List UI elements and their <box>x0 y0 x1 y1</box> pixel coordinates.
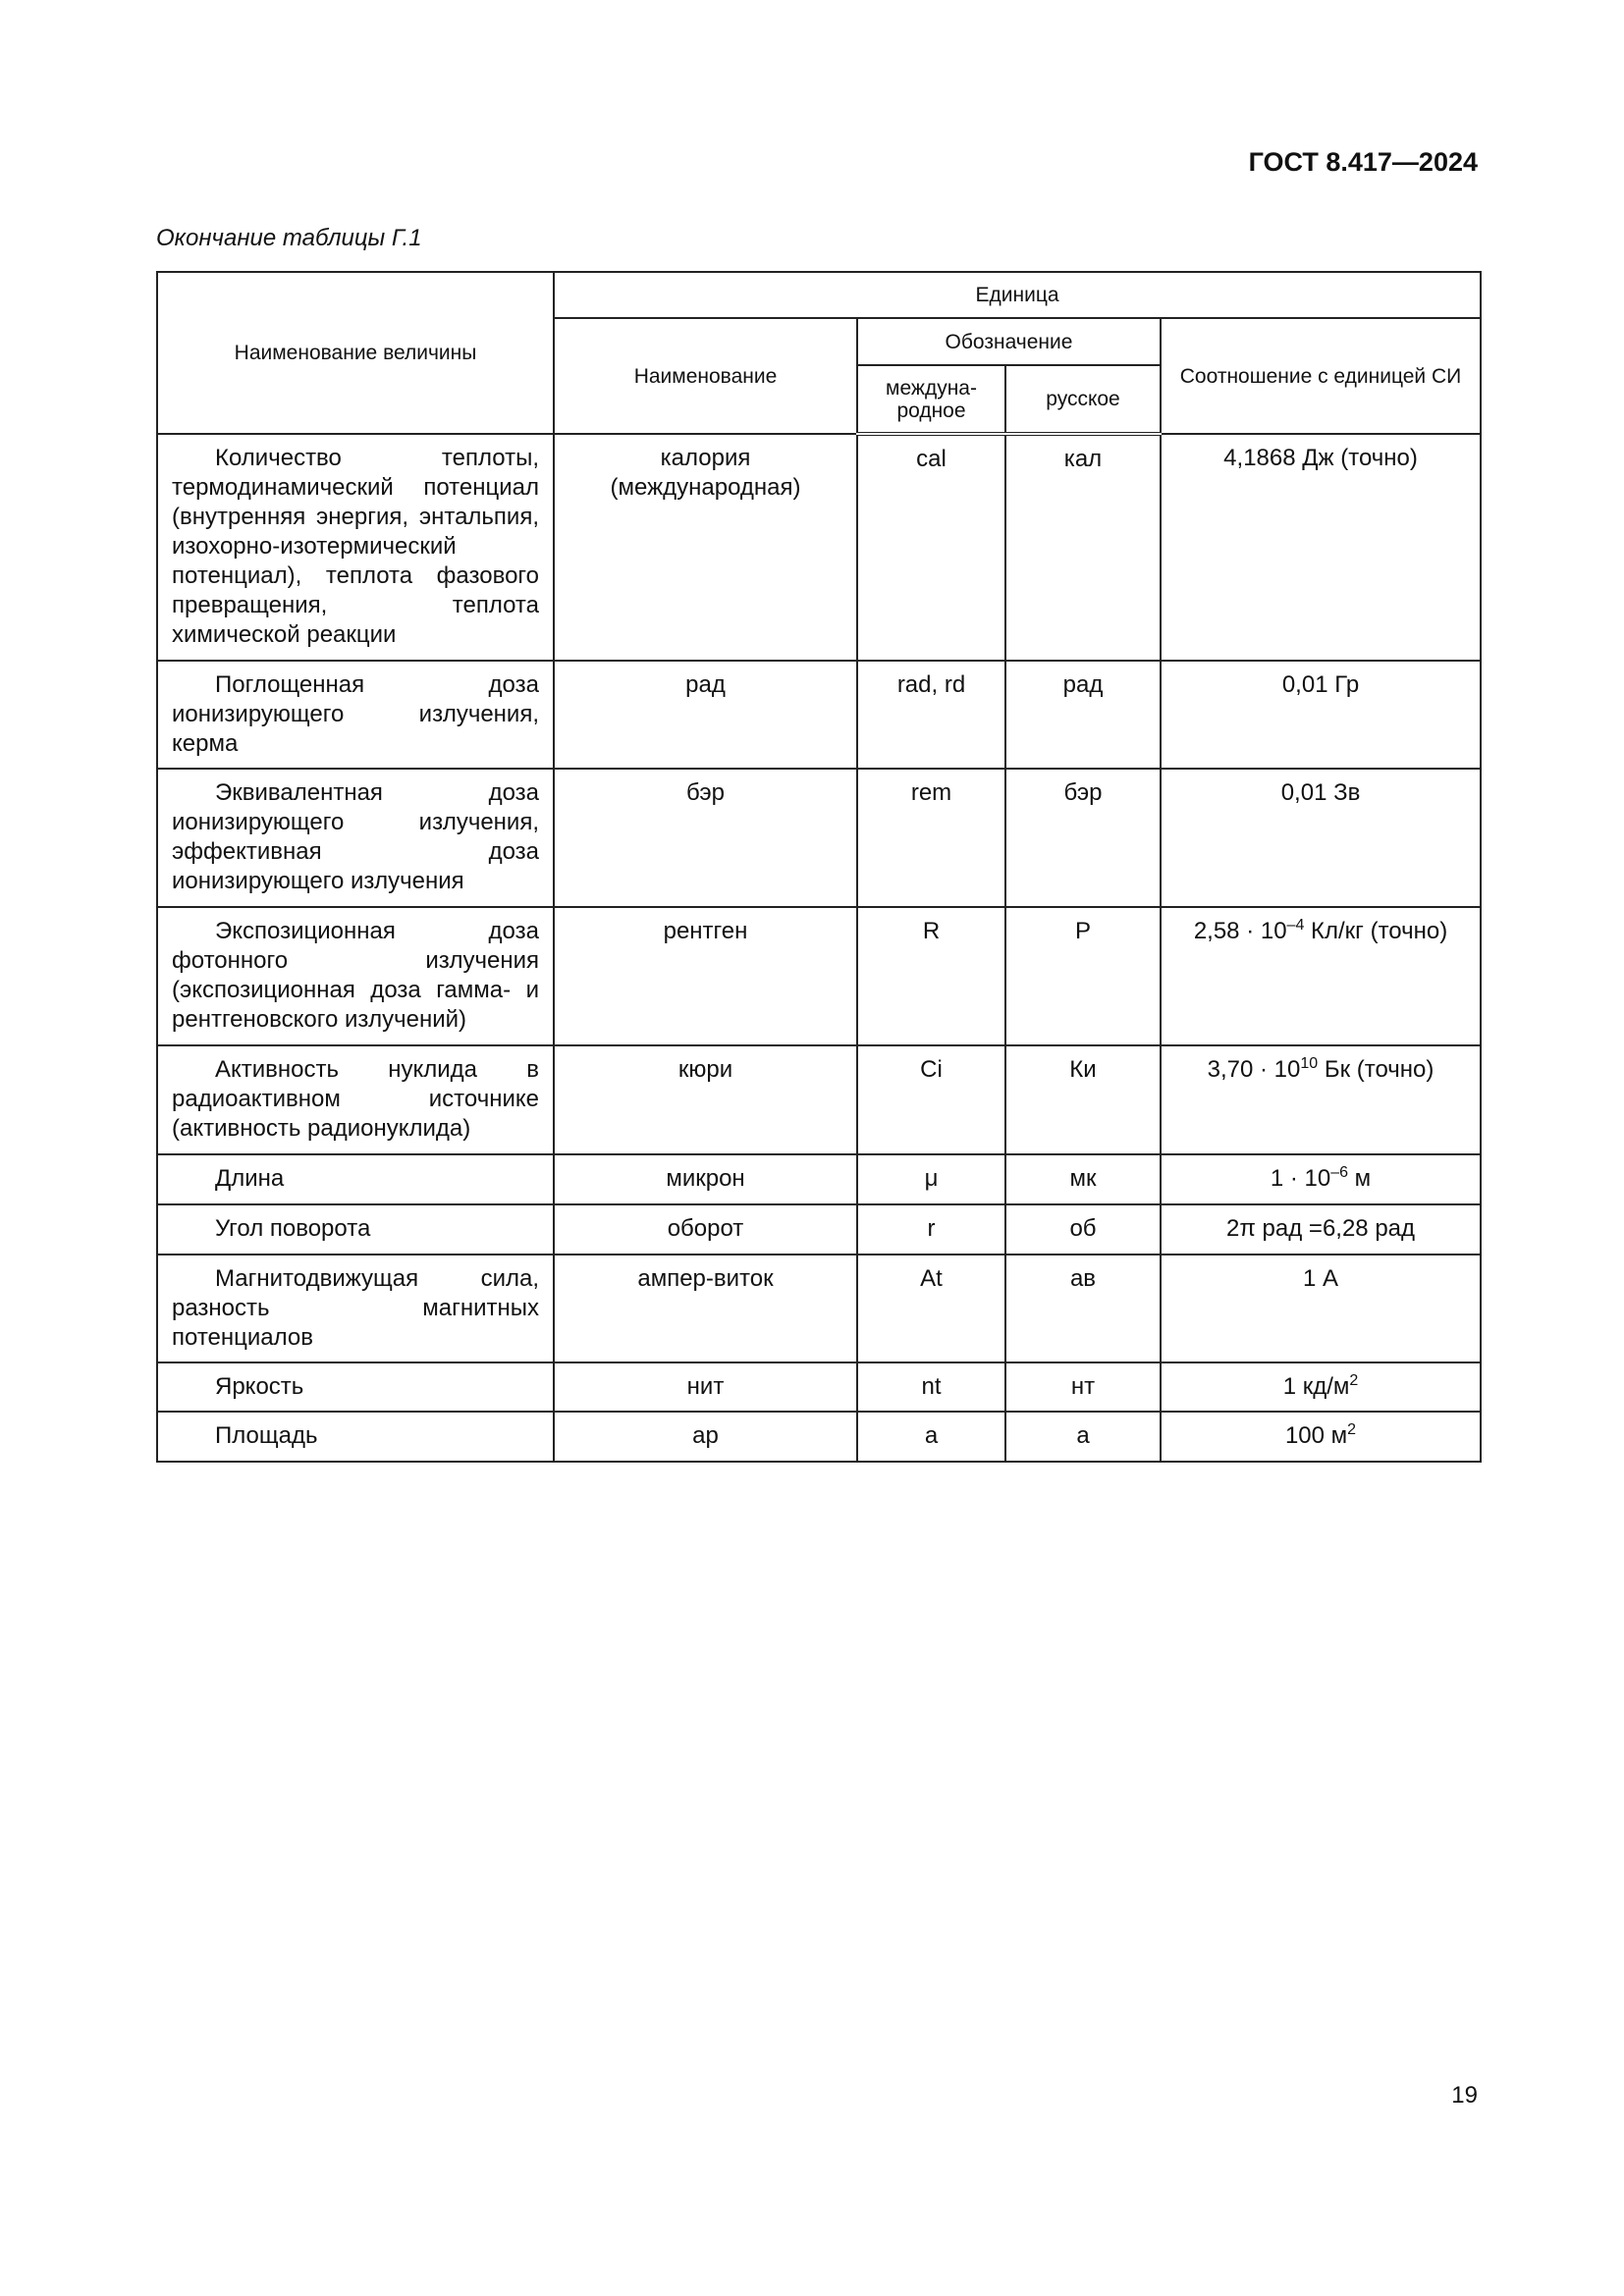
unit-name-cell: оборот <box>554 1204 857 1255</box>
unit-name-cell: калория (международная) <box>554 434 857 661</box>
rus-symbol-cell: рад <box>1005 661 1161 769</box>
table-continuation-caption: Окончание таблицы Г.1 <box>156 225 422 251</box>
table-row <box>157 434 1481 661</box>
header-quantity: Наименование величины <box>157 272 554 434</box>
quantity-cell: Длина <box>157 1154 554 1204</box>
si-relation-cell: 4,1868 Дж (точно) <box>1161 434 1481 661</box>
rus-symbol-cell: мк <box>1005 1154 1161 1204</box>
page-number: 19 <box>1451 2082 1478 2109</box>
header-international: междуна-родное <box>857 365 1005 434</box>
intl-symbol-cell: r <box>857 1204 1005 1255</box>
rus-symbol-cell: бэр <box>1005 769 1161 907</box>
quantity-cell: Площадь <box>157 1412 554 1462</box>
intl-symbol-cell: μ <box>857 1154 1005 1204</box>
quantity-cell: Активность нуклида в радиоактивном источнике (активность радионуклида) <box>157 1045 554 1154</box>
quantity-cell: Яркость <box>157 1362 554 1412</box>
rus-symbol-cell: ав <box>1005 1255 1161 1362</box>
rus-symbol-cell: нт <box>1005 1362 1161 1412</box>
unit-name-cell: бэр <box>554 769 857 907</box>
si-relation-cell: 100 $м^2$ <box>1161 1412 1481 1462</box>
si-relation-cell: $3,70 \cdot 10^{10}$ Бк (точно) <box>1161 1045 1481 1154</box>
rus-symbol-cell: об <box>1005 1204 1161 1255</box>
quantity-cell: Магнитодвижущая сила, разность магнитных потенциалов <box>157 1255 554 1362</box>
exponent: 2 <box>1347 1421 1357 1438</box>
unit-name-cell: ар <box>554 1412 857 1462</box>
table-row <box>157 769 1481 907</box>
intl-symbol-cell: nt <box>857 1362 1005 1412</box>
table-row <box>157 1154 1481 1204</box>
intl-symbol-cell: а <box>857 1412 1005 1462</box>
rus-symbol-cell: Р <box>1005 907 1161 1045</box>
header-si-relation: Соотношение с единицей СИ <box>1161 318 1481 434</box>
rus-symbol-cell: Ки <box>1005 1045 1161 1154</box>
table-header <box>157 272 1481 434</box>
si-relation-cell: $2,58 \cdot 10^{-4}$ Кл/кг (точно) <box>1161 907 1481 1045</box>
unit-name-cell: рентген <box>554 907 857 1045</box>
si-relation-cell: 0,01 Зв <box>1161 769 1481 907</box>
intl-symbol-cell: At <box>857 1255 1005 1362</box>
header-unit-name: Наименование <box>554 318 857 434</box>
quantity-cell: Эквивалентная доза ионизирующего излучения, эффективная доза ионизирующего излучения <box>157 769 554 907</box>
unit-name-cell: ампер-виток <box>554 1255 857 1362</box>
rus-symbol-cell: кал <box>1005 434 1161 661</box>
unit-name-cell: микрон <box>554 1154 857 1204</box>
units-table <box>156 271 1482 1463</box>
header-unit: Единица <box>554 272 1481 318</box>
intl-symbol-cell: Ci <box>857 1045 1005 1154</box>
intl-symbol-cell: rad, rd <box>857 661 1005 769</box>
unit-name-cell: рад <box>554 661 857 769</box>
si-relation-cell: 2π рад =6,28 рад <box>1161 1204 1481 1255</box>
unit-name-cell: нит <box>554 1362 857 1412</box>
quantity-cell: Угол поворота <box>157 1204 554 1255</box>
table-row <box>157 661 1481 769</box>
intl-symbol-cell: R <box>857 907 1005 1045</box>
table-row <box>157 1255 1481 1362</box>
intl-symbol-cell: cal <box>857 434 1005 661</box>
si-relation-cell: 1 А <box>1161 1255 1481 1362</box>
exponent: 10 <box>1300 1055 1319 1072</box>
intl-symbol-cell: rem <box>857 769 1005 907</box>
si-relation-cell: 1 $кд/м^2$ <box>1161 1362 1481 1412</box>
header-designation: Обозначение <box>857 318 1161 365</box>
table-row <box>157 1045 1481 1154</box>
unit-name-cell: кюри <box>554 1045 857 1154</box>
quantity-cell: Экспозиционная доза фотонного излучения (экспозиционная доза гамма- и рентгеновского излучений) <box>157 907 554 1045</box>
exponent: 2 <box>1349 1372 1359 1389</box>
table-row <box>157 1412 1481 1462</box>
exponent: –4 <box>1286 917 1305 934</box>
table-row <box>157 1204 1481 1255</box>
si-relation-cell: 0,01 Гр <box>1161 661 1481 769</box>
quantity-cell: Количество теплоты, термодинамический потенциал (внутренняя энергия, энтальпия, изохорно-изотермический потенциал), теплота фазового превращения, теплота химической реакции <box>157 434 554 661</box>
exponent: –6 <box>1330 1164 1349 1181</box>
table-row <box>157 907 1481 1045</box>
rus-symbol-cell: а <box>1005 1412 1161 1462</box>
table-row <box>157 1362 1481 1412</box>
si-relation-cell: $1 \cdot 10^{-6}$ м <box>1161 1154 1481 1204</box>
quantity-cell: Поглощенная доза ионизирующего излучения, керма <box>157 661 554 769</box>
document-id: ГОСТ 8.417—2024 <box>1248 147 1478 177</box>
header-russian: русское <box>1005 365 1161 434</box>
